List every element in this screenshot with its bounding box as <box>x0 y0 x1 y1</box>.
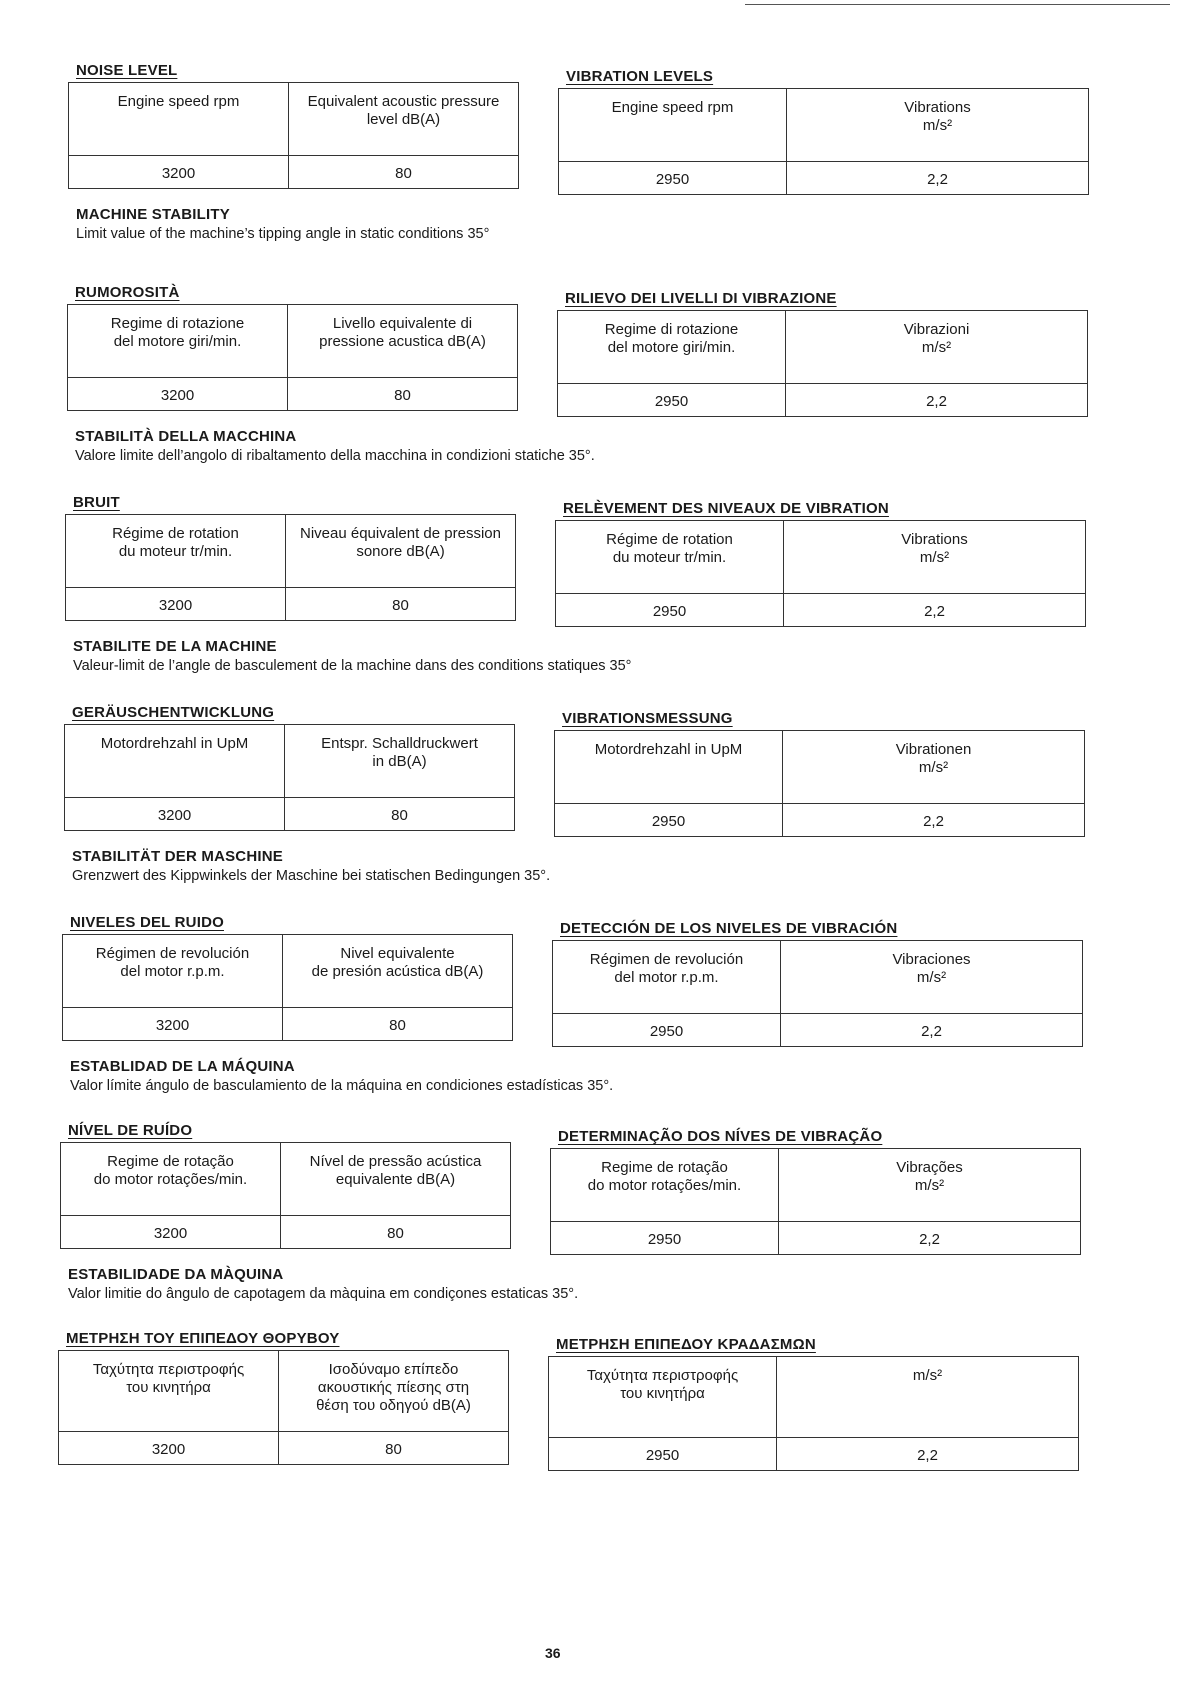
noise-table <box>64 724 515 831</box>
vibration-value-level: 2,2 <box>784 594 1086 627</box>
noise-header-pressure: Livello equivalente di pressione acustica dB(A) <box>288 305 518 378</box>
stability-text: Valor límite ángulo de basculamiento de la máquina en condiciones estadísticas 35°. <box>70 1078 614 1094</box>
vibration-value-speed: 2950 <box>549 1438 777 1471</box>
vibration-table <box>550 1148 1081 1255</box>
noise-table <box>60 1142 511 1249</box>
vibration-title: ΜΕΤΡΗΣΗ ΕΠΙΠΕΔΟΥ ΚΡΑΔΑΣΜΩΝ <box>556 1336 816 1353</box>
vibration-value-level: 2,2 <box>777 1438 1079 1471</box>
noise-value-speed: 3200 <box>63 1008 283 1041</box>
vibration-title: VIBRATION LEVELS <box>566 68 714 85</box>
vibration-header-unit: m/s² <box>777 1357 1079 1438</box>
stability-title: STABILITE DE LA MACHINE <box>73 638 277 655</box>
vibration-header-speed: Regime di rotazione del motore giri/min. <box>558 311 786 384</box>
language-section <box>62 914 1102 1144</box>
vibration-value-speed: 2950 <box>556 594 784 627</box>
noise-header-speed: Regime di rotazione del motore giri/min. <box>68 305 288 378</box>
stability-block <box>73 638 1103 674</box>
language-section <box>68 62 1108 292</box>
language-section <box>64 704 1104 934</box>
language-section <box>60 1122 1100 1352</box>
stability-block <box>75 428 1105 464</box>
noise-header-speed: Régimen de revolución del motor r.p.m. <box>63 935 283 1008</box>
noise-value-pressure: 80 <box>283 1008 513 1041</box>
noise-value-pressure: 80 <box>279 1432 509 1465</box>
vibration-header-unit: Vibrações m/s² <box>779 1149 1081 1222</box>
vibration-table <box>554 730 1085 837</box>
noise-header-speed: Ταχύτητα περιστροφής του κινητήρα <box>59 1351 279 1432</box>
vibration-value-speed: 2950 <box>555 804 783 837</box>
language-section <box>58 1330 1098 1560</box>
vibration-table <box>557 310 1088 417</box>
vibration-value-level: 2,2 <box>779 1222 1081 1255</box>
noise-title: GERÄUSCHENTWICKLUNG <box>72 704 275 721</box>
vibration-title: RELÈVEMENT DES NIVEAUX DE VIBRATION <box>563 500 889 517</box>
top-rule <box>745 4 1170 5</box>
vibration-header-speed: Regime de rotação do motor rotações/min. <box>551 1149 779 1222</box>
vibration-value-level: 2,2 <box>787 162 1089 195</box>
stability-block <box>70 1058 1100 1094</box>
vibration-value-level: 2,2 <box>786 384 1088 417</box>
vibration-header-speed: Régimen de revolución del motor r.p.m. <box>553 941 781 1014</box>
noise-title: ΜΕΤΡΗΣΗ ΤΟΥ ΕΠΙΠΕΔΟΥ ΘΟΡΥΒΟΥ <box>66 1330 340 1347</box>
vibration-value-level: 2,2 <box>781 1014 1083 1047</box>
stability-block <box>68 1266 1098 1302</box>
stability-text: Valore limite dell’angolo di ribaltamento della macchina in condizioni statiche 35°. <box>75 448 595 464</box>
noise-table <box>58 1350 509 1465</box>
noise-header-pressure: Nivel equivalente de presión acústica dB(A) <box>283 935 513 1008</box>
noise-value-pressure: 80 <box>289 156 519 189</box>
stability-text: Valor limitie do ângulo de capotagem da màquina em condiçones estaticas 35°. <box>68 1286 579 1302</box>
vibration-table <box>548 1356 1079 1471</box>
vibration-table <box>555 520 1086 627</box>
noise-title: BRUIT <box>73 494 120 511</box>
stability-text: Valeur-limit de l’angle de basculement de la machine dans des conditions statiques 35° <box>73 658 632 674</box>
language-section <box>65 494 1105 724</box>
noise-header-speed: Regime de rotação do motor rotações/min. <box>61 1143 281 1216</box>
noise-table <box>65 514 516 621</box>
vibration-header-unit: Vibrations m/s² <box>787 89 1089 162</box>
noise-value-speed: 3200 <box>66 588 286 621</box>
noise-title: NOISE LEVEL <box>76 62 178 79</box>
vibration-title: DETERMINAÇÃO DOS NÍVES DE VIBRAÇÃO <box>558 1128 883 1145</box>
vibration-header-unit: Vibrations m/s² <box>784 521 1086 594</box>
language-section <box>67 284 1107 514</box>
noise-value-pressure: 80 <box>286 588 516 621</box>
noise-value-speed: 3200 <box>61 1216 281 1249</box>
noise-value-pressure: 80 <box>285 798 515 831</box>
vibration-header-unit: Vibrationen m/s² <box>783 731 1085 804</box>
vibration-header-speed: Engine speed rpm <box>559 89 787 162</box>
noise-value-speed: 3200 <box>68 378 288 411</box>
noise-table <box>62 934 513 1041</box>
stability-title: MACHINE STABILITY <box>76 206 230 223</box>
noise-value-pressure: 80 <box>281 1216 511 1249</box>
stability-text: Limit value of the machine’s tipping angle in static conditions 35° <box>76 226 490 242</box>
noise-header-pressure: Equivalent acoustic pressure level dB(A) <box>289 83 519 156</box>
noise-header-pressure: Nível de pressão acústica equivalente dB(A) <box>281 1143 511 1216</box>
noise-header-pressure: Niveau équivalent de pression sonore dB(A) <box>286 515 516 588</box>
stability-block <box>76 206 1106 242</box>
noise-value-speed: 3200 <box>65 798 285 831</box>
noise-header-speed: Engine speed rpm <box>69 83 289 156</box>
stability-block <box>66 1474 1096 1477</box>
stability-title: ESTABLIDAD DE LA MÁQUINA <box>70 1058 295 1075</box>
vibration-value-level: 2,2 <box>783 804 1085 837</box>
vibration-value-speed: 2950 <box>551 1222 779 1255</box>
vibration-title: RILIEVO DEI LIVELLI DI VIBRAZIONE <box>565 290 837 307</box>
vibration-header-speed: Régime de rotation du moteur tr/min. <box>556 521 784 594</box>
stability-block <box>72 848 1102 884</box>
stability-title: ESTABILIDADE DA MÀQUINA <box>68 1266 284 1283</box>
vibration-header-unit: Vibraciones m/s² <box>781 941 1083 1014</box>
vibration-table <box>552 940 1083 1047</box>
vibration-value-speed: 2950 <box>553 1014 781 1047</box>
stability-title: STABILITÄT DER MASCHINE <box>72 848 283 865</box>
vibration-title: VIBRATIONSMESSUNG <box>562 710 733 727</box>
noise-title: RUMOROSITÀ <box>75 284 180 301</box>
noise-header-pressure: Ισοδύναμο επίπεδο ακουστικής πίεσης στη θέση του οδηγού dB(A) <box>279 1351 509 1432</box>
noise-header-speed: Régime de rotation du moteur tr/min. <box>66 515 286 588</box>
page-number: 36 <box>545 1645 561 1661</box>
vibration-header-speed: Ταχύτητα περιστροφής του κινητήρα <box>549 1357 777 1438</box>
vibration-value-speed: 2950 <box>559 162 787 195</box>
vibration-value-speed: 2950 <box>558 384 786 417</box>
vibration-header-speed: Motordrehzahl in UpM <box>555 731 783 804</box>
noise-value-speed: 3200 <box>69 156 289 189</box>
noise-header-speed: Motordrehzahl in UpM <box>65 725 285 798</box>
noise-header-pressure: Entspr. Schalldruckwert in dB(A) <box>285 725 515 798</box>
noise-table <box>67 304 518 411</box>
noise-title: NÍVEL DE RUÍDO <box>68 1122 193 1139</box>
stability-title: STABILITÀ DELLA MACCHINA <box>75 428 297 445</box>
noise-title: NIVELES DEL RUIDO <box>70 914 224 931</box>
vibration-header-unit: Vibrazioni m/s² <box>786 311 1088 384</box>
noise-value-pressure: 80 <box>288 378 518 411</box>
vibration-table <box>558 88 1089 195</box>
stability-text: Grenzwert des Kippwinkels der Maschine bei statischen Bedingungen 35°. <box>72 868 551 884</box>
noise-table <box>68 82 519 189</box>
vibration-title: DETECCIÓN DE LOS NIVELES DE VIBRACIÓN <box>560 920 898 937</box>
noise-value-speed: 3200 <box>59 1432 279 1465</box>
